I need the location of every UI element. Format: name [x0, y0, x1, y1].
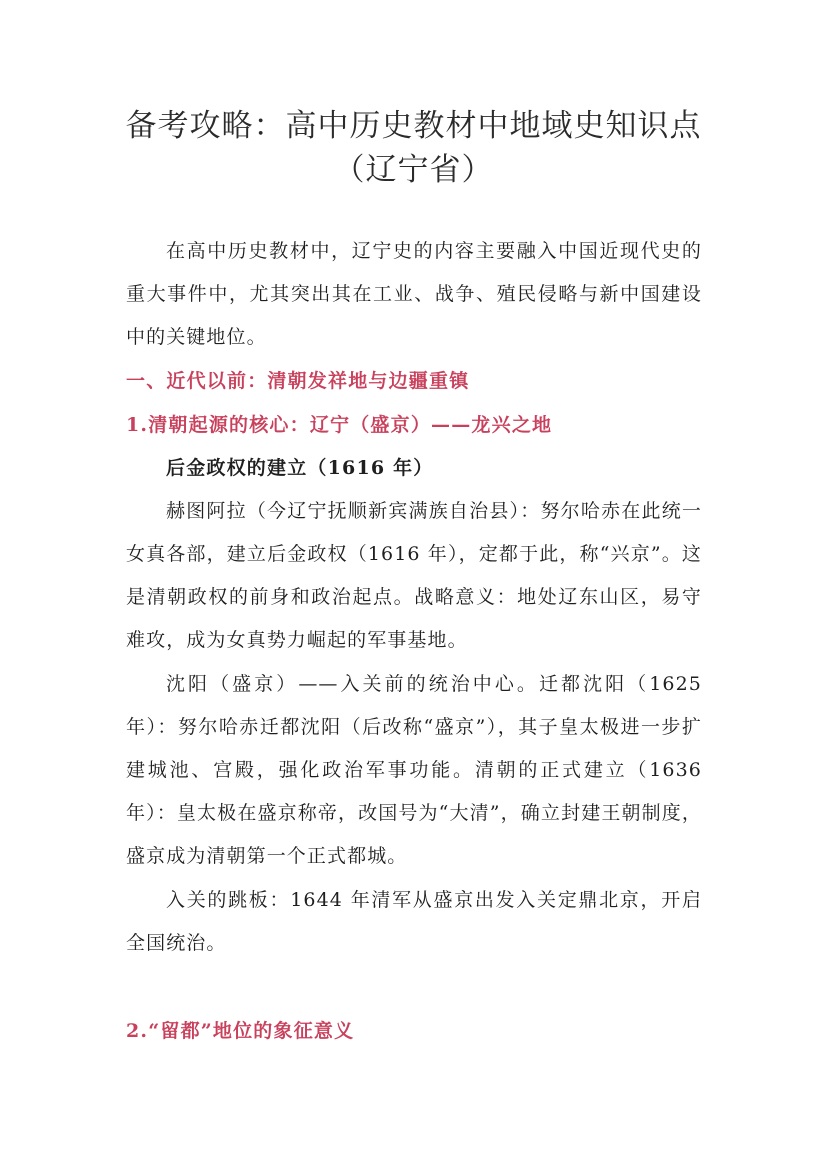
subheading-houjin: 后金政权的建立（1616 年）: [166, 457, 434, 479]
paragraph-hetuala: 赫图阿拉（今辽宁抚顺新宾满族自治县）：努尔哈赤在此统一女真各部，建立后金政权（1616 年），定都于此，称“兴京”。这是清朝政权的前身和政治起点。战略意义：地处辽东山区，易守难攻，成为女真势力崛起的军事基地。: [126, 500, 702, 651]
intro-paragraph: 在高中历史教材中，辽宁史的内容主要融入中国近现代史的重大事件中，尤其突出其在工业、战争、殖民侵略与新中国建设中的关键地位。: [126, 240, 702, 348]
document-title: 备考攻略：高中历史教材中地域史知识点: [125, 108, 702, 144]
section-heading-1: 一、近代以前：清朝发祥地与边疆重镇: [126, 370, 470, 392]
subsection-heading-1: 1.清朝起源的核心：辽宁（盛京）——龙兴之地: [126, 414, 553, 436]
paragraph-shenyang: 沈阳（盛京）——入关前的统治中心。迁都沈阳（1625 年）：努尔哈赤迁都沈阳（后改称“盛京”），其子皇太极进一步扩建城池、宫殿，强化政治军事功能。清朝的正式建立（1636 年）：皇太极在盛京称帝，改国号为“大清”，确立封建王朝制度，盛京成为清朝第一个正式都城。: [126, 673, 702, 867]
subsection-heading-2: 2.“留都”地位的象征意义: [126, 1020, 355, 1042]
paragraph-ruguan: 入关的跳板：1644 年清军从盛京出发入关定鼎北京，开启全国统治。: [126, 889, 702, 954]
document-subtitle: （辽宁省）: [333, 152, 494, 188]
